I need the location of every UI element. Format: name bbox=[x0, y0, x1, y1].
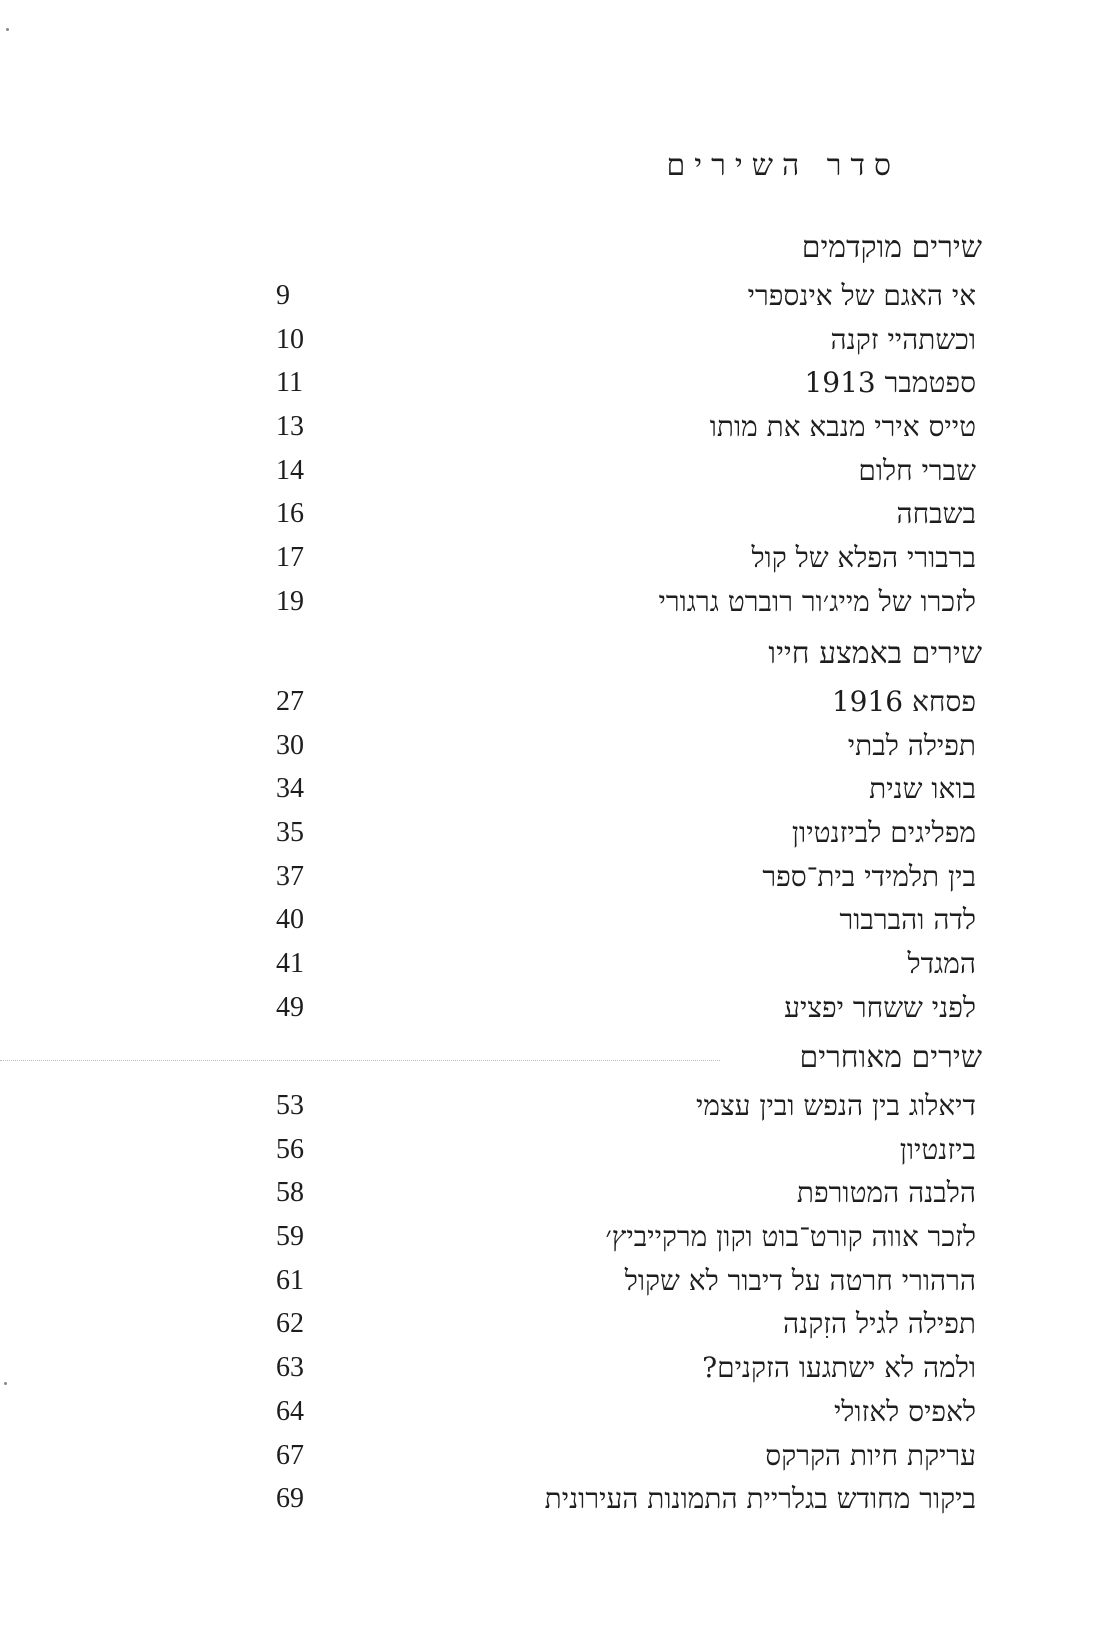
toc-entry bbox=[276, 1477, 976, 1521]
poem-title: ספטמבר 1913 bbox=[804, 366, 976, 400]
toc-list bbox=[276, 1084, 976, 1521]
page-number: 34 bbox=[276, 773, 304, 805]
page-number: 41 bbox=[276, 948, 304, 980]
poem-title: בואו שנית bbox=[869, 772, 976, 806]
toc-entry bbox=[276, 274, 976, 318]
poem-title: לדה והברבור bbox=[839, 903, 976, 937]
page-number: 56 bbox=[276, 1133, 304, 1165]
page-number: 11 bbox=[276, 367, 303, 399]
scan-speck bbox=[6, 28, 9, 31]
page-number: 40 bbox=[276, 904, 304, 936]
poem-title: עריקת חיות הקרקס bbox=[765, 1438, 976, 1472]
toc-entry bbox=[276, 986, 976, 1030]
poem-title: פסחא 1916 bbox=[831, 685, 976, 718]
poem-title: לאפיס לאזולי bbox=[833, 1394, 976, 1428]
poem-title: לזכרו של מייג׳ור רוברט גרגורי bbox=[658, 584, 976, 618]
scan-speck bbox=[4, 1382, 7, 1385]
toc-entry bbox=[276, 1128, 976, 1172]
page-number: 10 bbox=[276, 323, 304, 355]
toc-entry bbox=[276, 1302, 976, 1346]
toc-entry bbox=[276, 942, 976, 986]
page-number: 27 bbox=[276, 686, 304, 717]
toc-entry bbox=[276, 492, 976, 536]
poem-title: תפילה לבתי bbox=[847, 728, 976, 762]
scan-artifact-line bbox=[0, 1060, 720, 1061]
toc-entry bbox=[276, 1171, 976, 1215]
toc-entry bbox=[276, 680, 976, 724]
poem-title: תפילה לגיל הזִקנה bbox=[783, 1307, 976, 1341]
toc-entry bbox=[276, 1346, 976, 1390]
section-middle-poems bbox=[276, 628, 982, 1030]
toc-entry bbox=[276, 361, 976, 405]
toc-entry bbox=[276, 767, 976, 811]
poem-title: לזכר אווה קורט־בוט וקון מרקייביץ׳ bbox=[605, 1220, 976, 1254]
page-number: 37 bbox=[276, 860, 304, 892]
toc-entry bbox=[276, 724, 976, 768]
toc-entry bbox=[276, 405, 976, 449]
toc-entry bbox=[276, 318, 976, 362]
section-heading: שירים באמצע חייו bbox=[768, 636, 982, 671]
page-number: 49 bbox=[276, 991, 304, 1023]
poem-title: הרהורי חרטה על דיבור לא שקול bbox=[624, 1263, 976, 1297]
toc-entry bbox=[276, 898, 976, 942]
poem-title: וכשתהיי זקנה bbox=[830, 322, 976, 356]
page-number: 64 bbox=[276, 1395, 304, 1427]
page-number: 69 bbox=[276, 1483, 304, 1515]
section-heading: שירים מאוחרים bbox=[799, 1040, 982, 1075]
page-number: 62 bbox=[276, 1308, 304, 1340]
page-number: 61 bbox=[276, 1264, 304, 1296]
toc-entry bbox=[276, 449, 976, 493]
poem-title: דיאלוג בין הנפש ובין עצמי bbox=[696, 1089, 976, 1122]
page-number: 9 bbox=[276, 280, 290, 311]
toc-entry bbox=[276, 1434, 976, 1478]
poem-title: טייס אירי מנבא את מותו bbox=[709, 410, 976, 444]
poem-title: המגדל bbox=[907, 947, 976, 981]
toc-entry bbox=[276, 580, 976, 624]
page-number: 30 bbox=[276, 729, 304, 761]
poem-title: הלבנה המטורפת bbox=[796, 1176, 976, 1210]
poem-title: בין תלמידי בית־ספר bbox=[762, 859, 976, 893]
poem-title: לפני ששחר יפציע bbox=[784, 990, 976, 1024]
page-number: 16 bbox=[276, 498, 304, 530]
toc-entry bbox=[276, 811, 976, 855]
toc-list bbox=[276, 680, 976, 1030]
page-number: 67 bbox=[276, 1439, 304, 1471]
toc-entry bbox=[276, 1084, 976, 1128]
toc-entry bbox=[276, 536, 976, 580]
toc-entry bbox=[276, 1259, 976, 1303]
toc-entry bbox=[276, 1390, 976, 1434]
toc-entry bbox=[276, 1215, 976, 1259]
poem-title: ביזנטיון bbox=[899, 1132, 976, 1166]
poem-title: ביקור מחודש בגלריית התמונות העירונית bbox=[544, 1482, 976, 1516]
poem-title: מפליגים לביזנטיון bbox=[791, 816, 976, 850]
section-heading: שירים מוקדמים bbox=[801, 230, 982, 265]
page-number: 53 bbox=[276, 1090, 304, 1121]
page-number: 14 bbox=[276, 454, 304, 486]
page-number: 35 bbox=[276, 817, 304, 849]
poem-title: שברי חלום bbox=[858, 453, 976, 487]
page-title: סדר השירים bbox=[666, 148, 900, 183]
section-late-poems bbox=[276, 1032, 982, 1521]
page-number: 17 bbox=[276, 542, 304, 574]
page-number: 19 bbox=[276, 585, 304, 617]
page-number: 63 bbox=[276, 1352, 304, 1384]
page-number: 59 bbox=[276, 1221, 304, 1253]
toc-entry bbox=[276, 855, 976, 899]
poem-title: בשבחה bbox=[896, 497, 976, 531]
page-number: 13 bbox=[276, 411, 304, 443]
section-early-poems bbox=[276, 222, 982, 624]
poem-title: אי האגם של אינספרי bbox=[747, 279, 976, 312]
page-number: 58 bbox=[276, 1177, 304, 1209]
toc-list bbox=[276, 274, 976, 624]
poem-title: ברבורי הפלא של קול bbox=[751, 541, 976, 575]
poem-title: ולמה לא ישתגעו הזקנים? bbox=[702, 1351, 976, 1385]
